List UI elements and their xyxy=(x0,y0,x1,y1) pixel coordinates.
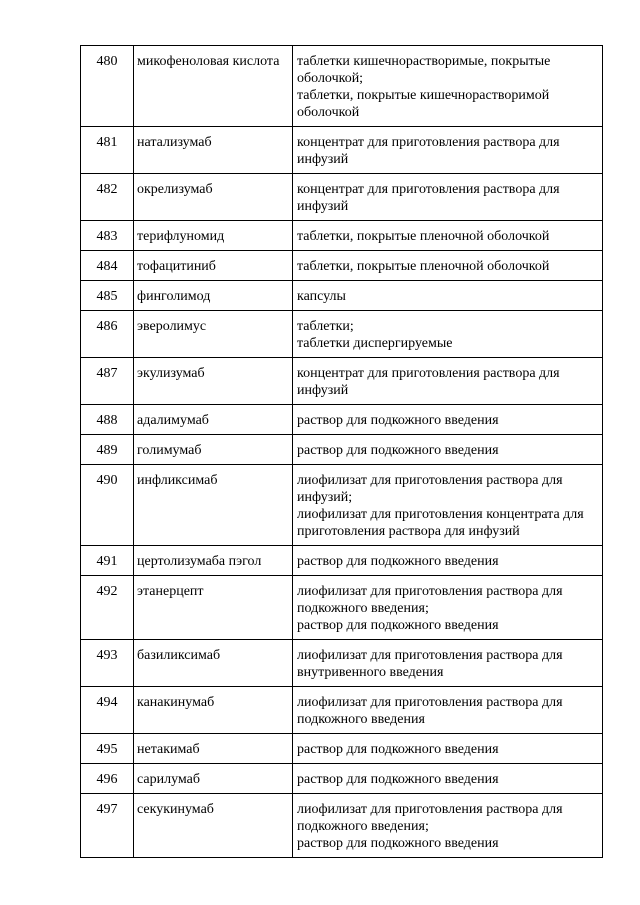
dosage-form-line: таблетки, покрытые пленочной оболочкой xyxy=(297,229,550,244)
drug-name: инфликсимаб xyxy=(134,465,293,546)
drug-name: этанерцепт xyxy=(134,576,293,640)
table-row xyxy=(81,734,603,764)
table-row xyxy=(81,174,603,221)
dosage-form-line: лиофилизат для приготовления раствора для подкожного введения; xyxy=(297,802,563,834)
dosage-form-line: раствор для подкожного введения xyxy=(297,836,499,851)
drug-name: натализумаб xyxy=(134,127,293,174)
row-number: 495 xyxy=(81,734,134,764)
dosage-form-line: лиофилизат для приготовления раствора для подкожного введения xyxy=(297,695,563,727)
table-row xyxy=(81,311,603,358)
drug-name: терифлуномид xyxy=(134,221,293,251)
drug-name: окрелизумаб xyxy=(134,174,293,221)
row-number: 487 xyxy=(81,358,134,405)
table-row xyxy=(81,640,603,687)
dosage-form-line: концентрат для приготовления раствора для инфузий xyxy=(297,182,560,214)
table-row xyxy=(81,281,603,311)
dosage-form-line: таблетки, покрытые кишечнорастворимой оболочкой xyxy=(297,88,550,120)
dosage-forms xyxy=(293,764,603,794)
table-row xyxy=(81,46,603,127)
dosage-forms xyxy=(293,546,603,576)
drug-name: тофацитиниб xyxy=(134,251,293,281)
drug-table xyxy=(80,45,603,858)
drug-name: базиликсимаб xyxy=(134,640,293,687)
row-number: 493 xyxy=(81,640,134,687)
table-row xyxy=(81,687,603,734)
row-number: 482 xyxy=(81,174,134,221)
dosage-forms xyxy=(293,405,603,435)
dosage-forms xyxy=(293,281,603,311)
dosage-forms xyxy=(293,174,603,221)
drug-name: нетакимаб xyxy=(134,734,293,764)
table-row xyxy=(81,127,603,174)
table-row xyxy=(81,465,603,546)
table-row xyxy=(81,794,603,858)
dosage-forms xyxy=(293,465,603,546)
drug-name: секукинумаб xyxy=(134,794,293,858)
row-number: 481 xyxy=(81,127,134,174)
dosage-form-line: таблетки; xyxy=(297,319,354,334)
drug-name: цертолизумаба пэгол xyxy=(134,546,293,576)
drug-name: голимумаб xyxy=(134,435,293,465)
row-number: 497 xyxy=(81,794,134,858)
table-row xyxy=(81,764,603,794)
row-number: 488 xyxy=(81,405,134,435)
table-row xyxy=(81,576,603,640)
dosage-form-line: концентрат для приготовления раствора для инфузий xyxy=(297,135,560,167)
drug-name: адалимумаб xyxy=(134,405,293,435)
row-number: 483 xyxy=(81,221,134,251)
dosage-forms xyxy=(293,311,603,358)
table-row xyxy=(81,435,603,465)
dosage-form-line: раствор для подкожного введения xyxy=(297,413,499,428)
drug-name: канакинумаб xyxy=(134,687,293,734)
row-number: 491 xyxy=(81,546,134,576)
dosage-form-line: лиофилизат для приготовления концентрата для приготовления раствора для инфузий xyxy=(297,507,584,539)
dosage-forms xyxy=(293,734,603,764)
drug-table-body xyxy=(81,46,603,858)
row-number: 490 xyxy=(81,465,134,546)
dosage-form-line: лиофилизат для приготовления раствора для внутривенного введения xyxy=(297,648,563,680)
dosage-form-line: капсулы xyxy=(297,289,346,304)
table-row xyxy=(81,221,603,251)
drug-name: микофеноловая кислота xyxy=(134,46,293,127)
row-number: 485 xyxy=(81,281,134,311)
table-row xyxy=(81,358,603,405)
dosage-forms xyxy=(293,127,603,174)
table-row xyxy=(81,405,603,435)
dosage-form-line: раствор для подкожного введения xyxy=(297,772,499,787)
dosage-form-line: раствор для подкожного введения xyxy=(297,618,499,633)
drug-name: экулизумаб xyxy=(134,358,293,405)
table-row xyxy=(81,546,603,576)
dosage-forms xyxy=(293,435,603,465)
dosage-form-line: лиофилизат для приготовления раствора для подкожного введения; xyxy=(297,584,563,616)
dosage-forms xyxy=(293,576,603,640)
dosage-form-line: раствор для подкожного введения xyxy=(297,742,499,757)
row-number: 494 xyxy=(81,687,134,734)
table-row xyxy=(81,251,603,281)
dosage-form-line: таблетки, покрытые пленочной оболочкой xyxy=(297,259,550,274)
drug-name: финголимод xyxy=(134,281,293,311)
dosage-form-line: таблетки кишечнорастворимые, покрытые оболочкой; xyxy=(297,54,551,86)
dosage-form-line: лиофилизат для приготовления раствора для инфузий; xyxy=(297,473,563,505)
dosage-forms xyxy=(293,221,603,251)
dosage-forms xyxy=(293,640,603,687)
row-number: 484 xyxy=(81,251,134,281)
dosage-form-line: раствор для подкожного введения xyxy=(297,554,499,569)
dosage-form-line: таблетки диспергируемые xyxy=(297,336,453,351)
row-number: 480 xyxy=(81,46,134,127)
dosage-forms xyxy=(293,358,603,405)
row-number: 489 xyxy=(81,435,134,465)
dosage-forms xyxy=(293,46,603,127)
row-number: 492 xyxy=(81,576,134,640)
row-number: 486 xyxy=(81,311,134,358)
dosage-forms xyxy=(293,687,603,734)
dosage-form-line: концентрат для приготовления раствора для инфузий xyxy=(297,366,560,398)
dosage-forms xyxy=(293,251,603,281)
drug-name: сарилумаб xyxy=(134,764,293,794)
row-number: 496 xyxy=(81,764,134,794)
dosage-form-line: раствор для подкожного введения xyxy=(297,443,499,458)
dosage-forms xyxy=(293,794,603,858)
drug-name: эверолимус xyxy=(134,311,293,358)
